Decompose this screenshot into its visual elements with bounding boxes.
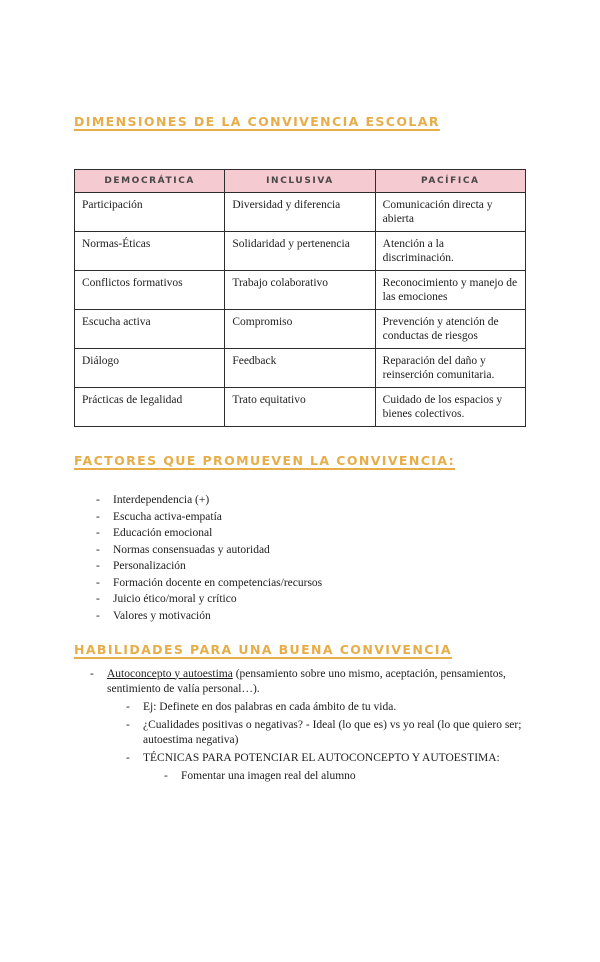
list-item-text: Normas consensuadas y autoridad (113, 543, 270, 556)
list-item (96, 542, 526, 558)
table-cell: Trato equitativo (225, 388, 375, 427)
list-item (74, 700, 526, 715)
list-item-text: Personalización (113, 560, 186, 572)
document-page (0, 114, 600, 962)
list-item (96, 608, 526, 624)
table-cell: Reparación del daño y reinserción comunitaria. (375, 349, 525, 388)
table-cell: Normas-Éticas (75, 232, 225, 271)
dash-bullet: - (96, 593, 100, 605)
dash-bullet: - (90, 667, 94, 680)
list-item (74, 769, 526, 784)
dash-bullet: - (96, 543, 100, 556)
dash-bullet: - (126, 751, 130, 764)
table-header-democratica: DEMOCRÁTICA (75, 170, 225, 193)
dash-bullet: - (96, 576, 100, 589)
list-item (74, 751, 526, 766)
table-row (75, 271, 526, 310)
list-item-text: Valores y motivación (113, 609, 211, 622)
list-item (74, 667, 526, 697)
list-item-text: Fomentar una imagen real del alumno (181, 769, 356, 782)
table-row (75, 232, 526, 271)
list-item-text: TÉCNICAS PARA POTENCIAR EL AUTOCONCEPTO Y AUTOESTIMA: (143, 751, 500, 764)
list-item-text: Juicio ético/moral y crítico (113, 593, 237, 605)
list-item (96, 509, 526, 525)
list-item (96, 525, 526, 541)
dash-bullet: - (96, 609, 100, 622)
table-cell: Trabajo colaborativo (225, 271, 375, 310)
table-row (75, 193, 526, 232)
list-item-text: Ej: Definete en dos palabras en cada ámbito de tu vida. (143, 700, 397, 713)
table-cell: Diálogo (75, 349, 225, 388)
table-cell: Conflictos formativos (75, 271, 225, 310)
autoconcepto-term: Autoconcepto y autoestima (107, 667, 233, 680)
table-header-pacifica: PACÍFICA (375, 170, 525, 193)
heading-factores: FACTORES QUE PROMUEVEN LA CONVIVENCIA: (74, 453, 456, 468)
autoconcepto-definition: (pensamiento sobre uno mismo, aceptación, pensamientos, sentimiento de valía personal…). (107, 667, 506, 695)
dash-bullet: - (96, 510, 100, 523)
table-cell: Compromiso (225, 310, 375, 349)
heading-dimensiones: DIMENSIONES DE LA CONVIVENCIA ESCOLAR (74, 114, 440, 129)
table-row (75, 388, 526, 427)
factors-list (74, 492, 526, 624)
list-item (74, 718, 526, 748)
table-cell: Escucha activa (75, 310, 225, 349)
table-row (75, 310, 526, 349)
list-item-text: Educación emocional (113, 527, 213, 539)
convivencia-table (74, 169, 526, 427)
table-cell: Prevención y atención de conductas de riesgos (375, 310, 525, 349)
list-item (96, 591, 526, 607)
table-row (75, 349, 526, 388)
list-item (96, 492, 526, 508)
list-item-text: Escucha activa-empatía (113, 510, 222, 523)
heading-habilidades: HABILIDADES PARA UNA BUENA CONVIVENCIA (74, 641, 452, 657)
dash-bullet: - (126, 700, 130, 713)
page-content (0, 114, 600, 784)
dash-bullet: - (164, 769, 168, 782)
list-item-text (107, 667, 526, 697)
list-item-text: Interdependencia (+) (113, 494, 210, 506)
table-header-row (75, 170, 526, 193)
table-cell: Cuidado de los espacios y bienes colectivos. (375, 388, 525, 427)
list-item (96, 575, 526, 591)
table-cell: Prácticas de legalidad (75, 388, 225, 427)
dash-bullet: - (126, 718, 130, 731)
table-cell: Solidaridad y pertenencia (225, 232, 375, 271)
list-item (96, 558, 526, 574)
table-cell: Participación (75, 193, 225, 232)
table-header-inclusiva: INCLUSIVA (225, 170, 375, 193)
dash-bullet: - (96, 494, 100, 506)
list-item-text: ¿Cualidades positivas o negativas? - Ideal (lo que es) vs yo real (lo que quiero ser; autoestima negativa) (143, 718, 522, 746)
table-cell: Feedback (225, 349, 375, 388)
table-cell: Reconocimiento y manejo de las emociones (375, 271, 525, 310)
table-cell: Diversidad y diferencia (225, 193, 375, 232)
dash-bullet: - (96, 527, 100, 539)
table-cell: Comunicación directa y abierta (375, 193, 525, 232)
list-item-text: Formación docente en competencias/recursos (113, 576, 323, 589)
table-cell: Atención a la discriminación. (375, 232, 525, 271)
skills-section (74, 667, 526, 784)
dash-bullet: - (96, 560, 100, 572)
